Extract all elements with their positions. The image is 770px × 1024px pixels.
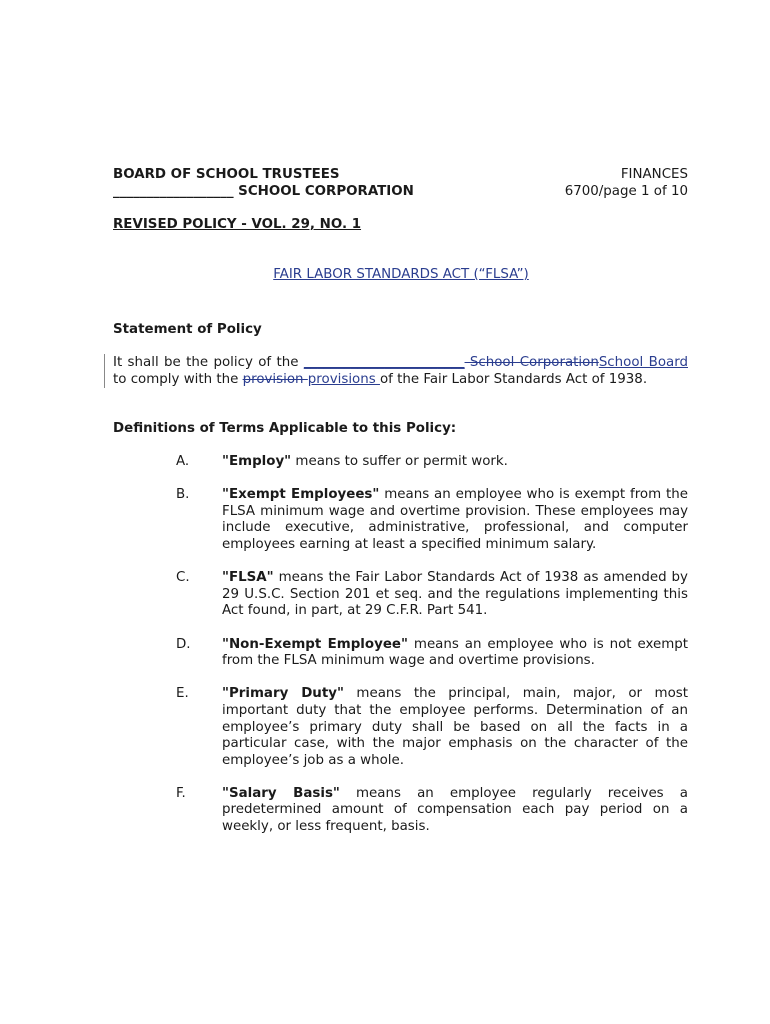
definition-text xyxy=(222,570,688,620)
definition-body: means an employee who is exempt from the FLSA minimum wage and overtime provision. These employees may include executive, administrative, professional, and computer employees earning at least a specified minimum salary. xyxy=(222,487,689,552)
definition-letter: C. xyxy=(176,570,190,586)
revised-policy-label: REVISED POLICY - VOL. 29, NO. 1 xyxy=(113,217,362,232)
board-name: BOARD OF SCHOOL TRUSTEES xyxy=(113,167,340,182)
deleted-text-provision: provision xyxy=(242,371,308,387)
definition-term: "Primary Duty" xyxy=(222,686,344,702)
definition-term: "Exempt Employees" xyxy=(222,487,380,503)
definitions-heading: Definitions of Terms Applicable to this Policy: xyxy=(113,421,457,436)
definition-body: means to suffer or permit work. xyxy=(291,454,508,469)
statement-paragraph xyxy=(113,355,688,388)
header-left xyxy=(113,167,414,200)
definition-letter: F. xyxy=(176,785,186,801)
revision-change-bar xyxy=(104,354,105,388)
document-title: FAIR LABOR STANDARDS ACT (“FLSA”) xyxy=(273,267,529,282)
definition-letter: E. xyxy=(176,686,189,702)
definition-item xyxy=(176,487,688,553)
page-number: 6700/page 1 of 10 xyxy=(564,183,688,199)
definition-item xyxy=(176,454,688,471)
statement-heading: Statement of Policy xyxy=(113,322,262,337)
definition-item xyxy=(176,570,688,620)
definition-text xyxy=(222,454,688,471)
statement-text-3: of the Fair Labor Standards Act of 1938. xyxy=(379,371,648,387)
definition-term: "FLSA" xyxy=(222,570,274,586)
statement-text-1: It shall be the policy of the xyxy=(113,355,304,370)
definition-body: means an employee regularly receives a predetermined amount of compensation each pay period on a weekly, or less frequent, basis. xyxy=(222,785,688,835)
section-name: FINANCES xyxy=(620,167,688,182)
inserted-text-provisions: provisions xyxy=(307,371,380,387)
definition-text xyxy=(222,686,688,769)
definition-item xyxy=(176,786,688,836)
definition-body: means an employee who is not exempt from the FLSA minimum wage and overtime provisions. xyxy=(222,636,689,669)
statement-text-2: to comply with the xyxy=(113,371,243,387)
definition-text xyxy=(222,637,688,670)
definition-item xyxy=(176,637,688,670)
definition-item xyxy=(176,686,688,769)
definition-text xyxy=(222,786,688,836)
definition-body: means the principal, main, major, or most important duty that the employee performs. Determination of an employee’s primary duty shall be based on all the facts in a particular case, with the major emphasis on the character of the employee’s job as a whole. xyxy=(222,686,688,768)
definition-letter: B. xyxy=(176,487,190,503)
definition-letter: A. xyxy=(176,454,190,469)
corporation-name: __________________ SCHOOL CORPORATION xyxy=(113,183,414,199)
definition-letter: D. xyxy=(176,636,191,652)
statement-blank: ________________________ xyxy=(303,355,465,370)
definition-term: "Non-Exempt Employee" xyxy=(222,636,408,652)
definition-term: "Salary Basis" xyxy=(222,785,340,801)
definition-term: "Employ" xyxy=(222,454,292,469)
deleted-text-school-corporation: School Corporation xyxy=(464,355,599,370)
definition-text xyxy=(222,487,688,553)
header-right xyxy=(565,167,688,200)
definitions-list xyxy=(176,454,688,852)
definition-body: means the Fair Labor Standards Act of 1938 as amended by 29 U.S.C. Section 201 et seq. and the regulations implementing this Act found, in part, at 29 C.F.R. Part 541. xyxy=(222,570,688,619)
inserted-text-school-board: School Board xyxy=(598,355,688,370)
